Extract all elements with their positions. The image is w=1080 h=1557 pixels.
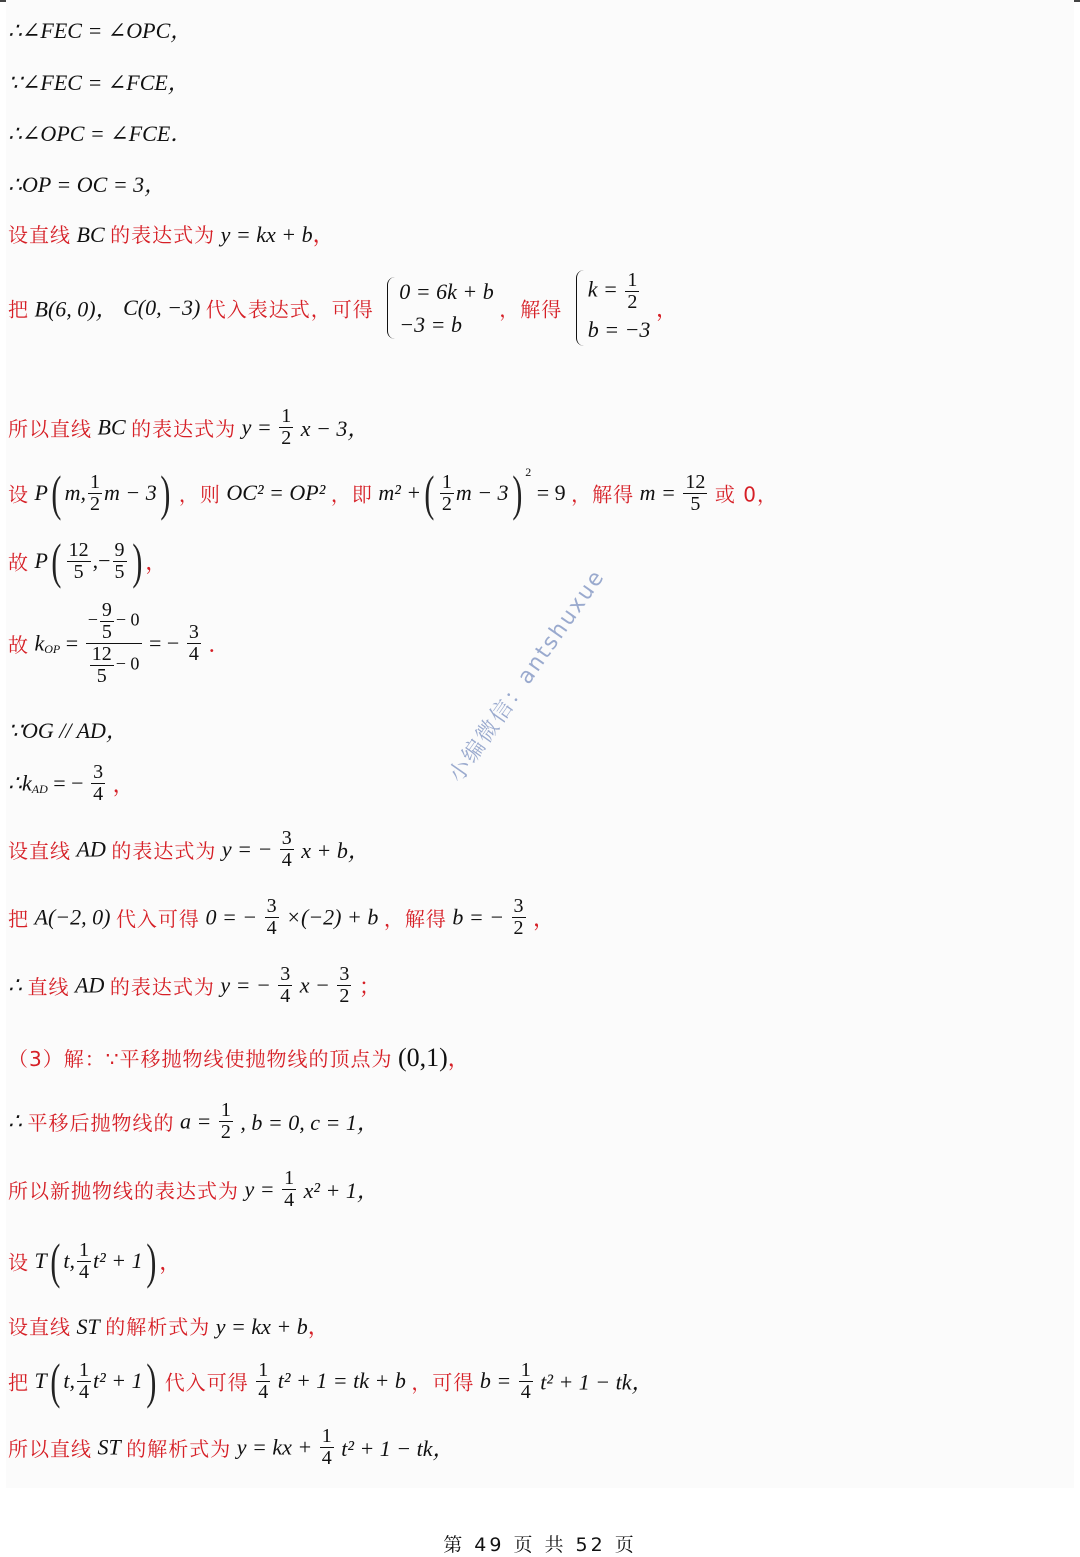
fraction: $\frac{1}{4}$ [79,1238,90,1283]
punct: ， [145,549,168,575]
proof-text: ∴∠OPC = ∠FCE． [8,121,193,146]
paren-left: ( [424,465,435,521]
math-text: BC [97,414,126,440]
text-cn: 代入表达式，可得 [205,297,374,322]
fraction: $\frac{1}{4}$ [520,1358,531,1403]
proof-line-12 [8,762,135,805]
fraction: $\frac{1}{2}$ [220,1099,231,1143]
punct: ， [447,1046,470,1071]
punct: ， [533,906,556,931]
text-cn: ，可得 [411,1370,475,1395]
text-cn: ，解得 [383,907,447,931]
proof-line-4 [8,168,166,199]
math-text: t² + 1 [93,1368,143,1393]
text-cn: 的解析式为 [105,1315,211,1339]
fraction: $\frac{12}{5}$ [685,470,706,515]
math-text: x − 3， [300,416,370,441]
text-cn: 设直线 [8,839,71,863]
math-text: t² + 1 = tk + b [277,1368,406,1393]
text-cn: ，解得 [499,297,563,322]
math-text: t² + 1 [93,1248,143,1273]
proof-line-11 [8,714,128,745]
math-text: 0 = − [205,904,258,930]
text-cn: 的表达式为 [131,417,237,441]
math-text: BC [76,222,105,247]
paren-right: ) [131,533,142,589]
paren-right: ) [145,1233,156,1289]
math-text: y = [244,1176,275,1202]
math-text: m = [639,480,676,505]
fraction: $\frac{3}{4}$ [280,963,291,1007]
math-text: x + b， [301,838,370,863]
subscript: AD [31,782,48,796]
fraction: $\frac{1}{4}$ [79,1358,90,1403]
text-cn: 设直线 [8,1315,71,1339]
fraction: $\frac{3}{4}$ [93,761,104,805]
proof-line-17 [8,1100,379,1143]
text-cn: 故 [8,633,29,657]
math-text: b = − [452,904,505,930]
text-cn: 代入可得 [164,1370,249,1395]
proof-text: ∴∠FEC = ∠OPC， [8,18,193,43]
punct: ， [655,296,678,322]
math-text: , b = 0, c = 1， [240,1110,379,1135]
proof-line-21 [8,1353,654,1409]
math-text: = − [149,630,180,656]
math-text: ST [97,1434,121,1460]
math-text: t, [63,1248,76,1273]
text-cn: 把 [8,1370,29,1395]
proof-line-8 [8,464,778,521]
compound-denominator: $\frac{12}{5}$ − 0 [91,643,140,687]
fraction: $\frac{1}{4}$ [321,1425,332,1469]
text-cn: （3）解：∵平移抛物线使抛物线的顶点为 [8,1047,393,1071]
math-text: b = [479,1368,512,1393]
proof-text: ∵OG // AD， [8,718,128,743]
math-text: ∴ [8,972,22,998]
text-cn: ，即 [330,482,373,507]
proof-line-13 [8,828,370,871]
page-footer: 第 49 页 共 52 页 [443,1534,637,1556]
fraction: $\frac{3}{4}$ [266,895,277,939]
punct: ， [312,222,335,247]
math-text: ×(−2) + b [286,904,379,930]
text-cn: 所以直线 [8,417,92,441]
punct: ． [208,632,231,657]
compound-fraction [86,600,142,687]
math-text: x − [299,972,330,998]
math-text: a = [180,1108,212,1134]
fraction: $\frac{9}{5}$ [114,538,125,583]
fraction: $\frac{1}{2}$ [441,470,452,515]
punct: ， [112,772,135,797]
watermark: 小编微信：antshuxue [444,564,611,788]
proof-line-18 [8,1168,379,1211]
paren-right: ) [145,1353,156,1409]
system-row: 0 = 6k + b [399,279,494,304]
fraction: $\frac{1}{2}$ [627,269,638,313]
proof-line-2 [8,66,190,97]
paren-right: ) [160,465,171,521]
subscript: OP [44,642,61,656]
math-text: AD [76,836,106,862]
math-text: y = kx + b [220,222,313,247]
text-cn: 把 [8,297,29,322]
text-cn: 把 [8,907,29,931]
math-text: OC² = OP² [226,480,326,505]
math-text: t, [63,1368,76,1393]
math-text: = 9 [536,480,566,505]
equation-system [383,275,493,341]
proof-line-9: 故 P( $\frac{12}{5}$ ,− $\frac{9}{5}$ ) ， [8,533,168,589]
proof-line-7 [8,406,369,449]
paren-left: ( [50,1353,61,1409]
text-cn: 代入可得 [115,907,200,931]
text-cn: 设直线 [8,223,71,247]
math-text: y = − [221,836,273,862]
paren-right: ) [511,465,522,521]
proof-text: ∴OP = OC = 3， [8,172,167,197]
text-cn: 直线 [27,975,70,999]
proof-line-15 [8,964,381,1007]
math-text: t² + 1 − tk， [540,1369,654,1395]
math-text: m − 3 [455,480,509,505]
paren-left: ( [51,533,62,589]
math-text: y = − [220,972,271,998]
text-cn: 的表达式为 [111,839,217,863]
math-text: m² + [378,480,422,505]
fraction: $\frac{12}{5}$ [68,538,89,583]
math-text: P [34,548,48,573]
fraction: $\frac{3}{4}$ [281,827,292,871]
text-cn: 设 [8,1250,29,1275]
math-text: (0,1) [397,1043,448,1072]
math-text: T [34,1248,47,1273]
proof-line-3 [8,117,192,148]
math-text: AD [75,972,105,998]
math-text: ∴k [8,770,32,796]
text-cn: 所以直线 [8,1437,92,1461]
proof-line-14 [8,896,555,939]
math-text: = [65,630,79,656]
system-row [588,270,651,313]
math-text: A(−2, 0) [34,904,111,930]
proof-text: ∵∠FEC = ∠FCE， [8,70,190,95]
math-text: C(0, −3) [123,295,201,320]
math-text: y = kx + b [215,1314,308,1339]
exponent: 2 [525,464,532,479]
punct: ， [307,1314,330,1339]
proof-line-22 [8,1426,455,1469]
fraction: $\frac{3}{4}$ [188,621,199,665]
paren-left: ( [50,1233,61,1289]
proof-line-5 [8,218,335,249]
paren-left: ( [51,465,62,521]
fraction: $\frac{1}{4}$ [258,1358,269,1403]
proof-line-19 [8,1233,182,1289]
math-text: m − 3 [104,480,157,505]
text-cn: 的表达式为 [109,975,215,999]
fraction: $\frac{1}{2}$ [90,470,100,515]
math-text: t² + 1 − tk， [341,1436,455,1461]
math-text: ∴ [8,1108,22,1134]
math-text: ST [76,1314,100,1339]
solution-system [572,268,651,348]
system-row: −3 = b [399,312,462,337]
system-row: b = −3 [587,317,651,342]
proof-line-1 [8,14,192,45]
compound-numerator: − $\frac{9}{5}$ − 0 [87,599,140,643]
punct: ； [358,974,381,999]
text-cn: ，解得 [571,482,635,507]
math-text: x² + 1， [303,1178,379,1203]
math-text: y = [241,414,272,440]
proof-line-6 [8,268,678,348]
text-cn: 设 [8,482,29,507]
text-cn: 所以新抛物线的表达式为 [8,1179,239,1203]
punct: ， [159,1249,182,1275]
proof-line-10 [8,600,230,687]
fraction: $\frac{3}{2}$ [339,963,350,1007]
text-cn: 的表达式为 [110,223,216,247]
math-text: k = [587,276,618,302]
math-text: k [34,630,45,656]
math-text: B(6, 0)， [34,296,118,322]
fraction: $\frac{1}{2}$ [281,405,292,449]
math-text: T [34,1368,47,1393]
fraction: $\frac{1}{4}$ [284,1167,295,1211]
math-text: P [34,480,48,505]
fraction: $\frac{3}{2}$ [513,895,524,939]
proof-line-20 [8,1310,330,1341]
math-text: = − [53,770,84,796]
text-cn: 平移后抛物线的 [27,1111,175,1135]
text-cn: 或 0， [714,482,778,507]
proof-line-16 [8,1042,470,1073]
text-cn: 故 [8,550,29,575]
math-text: y = kx + [236,1434,313,1460]
math-text: m, [64,480,86,505]
text-cn: 的解析式为 [126,1437,232,1461]
text-cn: ，则 [178,482,221,507]
